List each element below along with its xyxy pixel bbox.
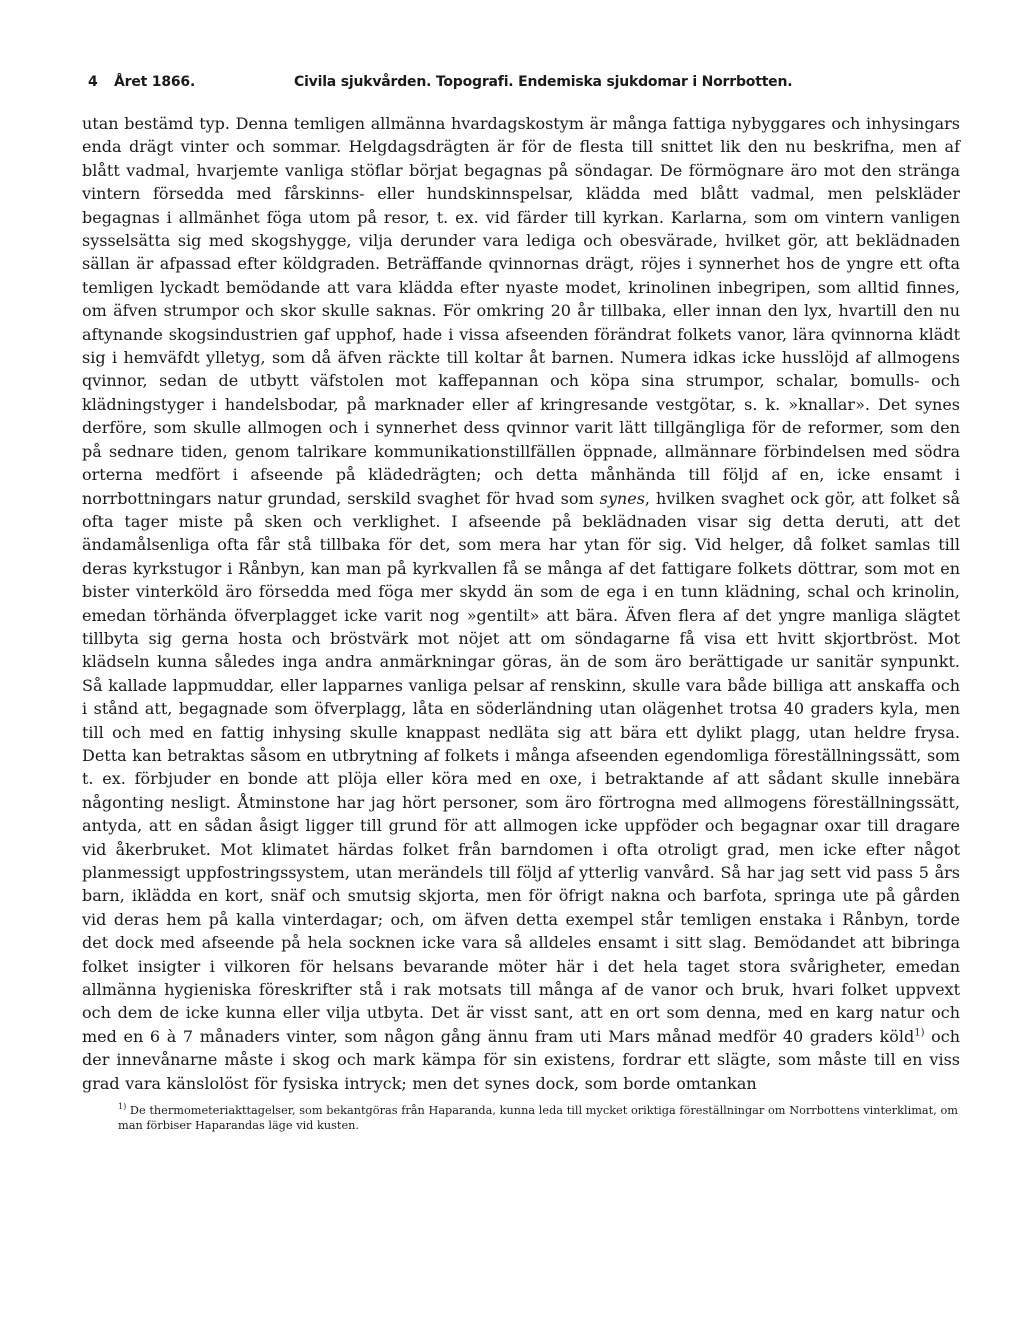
- footnote-mark: 1): [118, 1102, 127, 1112]
- footnote-text: De thermometeriakttagelser, som bekantgöras från Haparanda, kunna leda till mycket oriktiga föreställningar om Norrbottens vinterklimat, om man förbiser Haparandas läge vid kusten.: [118, 1104, 958, 1133]
- footnote-reference[interactable]: 1): [914, 1027, 925, 1039]
- header-subjects: Civila sjukvården. Topografi. Endemiska sjukdomar i Norrbotten.: [294, 74, 793, 90]
- header-year: Året 1866.: [114, 74, 196, 90]
- body-text-part-2: , hvilken svaghet ock gör, att folket så ofta tager miste på sken och verklighet. I afseende på beklädnaden visar sig detta deruti, att det ändamålsenliga ofta får stå tillbaka för det, som mera har ytan för sig. Vid helger, då folket samlas till deras kyrkstugor i Rånbyn, kan man på kyrkvallen få se många af det fattigare folkets döttrar, som mot en bister vinterköld äro försedda med föga mer skydd än som de ega i en tunn klädning, schal och krinolin, emedan törhända öfverplagget icke varit nog »gentilt» att bära. Äfven flera af det yngre manliga slägtet tillbyta sig gerna hosta och bröstvärk mot nöjet att om söndagarne få visa ett hvitt skjortbröst. Mot klädseln kunna således inga andra anmärkningar göras, än de som äro berättigade ur sanitär synpunkt. Så kallade lappmuddar, eller lapparnes vanliga pelsar af renskinn, skulle vara både billiga att anskaffa och i stånd att, begagnade som öfverplagg, låta en söderländning utan olägenhet trotsa 40 graders kyla, men till och med en fattig inhysing skulle knappast nedläta sig att bära ett dylikt plagg, utan heldre frysa. Detta kan betraktas såsom en utbrytning af folkets i många afseenden egendomliga föreställningssätt, som t. ex. förbjuder en bonde att plöja eller köra med en oxe, i betraktande af att sådant skulle innebära någonting nesligt. Åtminstone har jag hört personer, som äro förtrogna med allmogens föreställningssätt, antyda, att en sådan åsigt ligger till grund för att allmogen icke uppföder och begagnar oxar till dragare vid åkerbruket. Mot klimatet härdas folket från barndomen i ofta otroligt grad, men icke efter något planmessigt uppfostringssystem, utan merändels till följd af ytterlig vanvård. Så har jag sett vid pass 5 års barn, iklädda en kort, snäf och smutsig skjorta, men för öfrigt nakna och barfota, springa ute på gården vid deras hem på kalla vinterdagar; och, om äfven detta exempel står temligen enstaka i Rånbyn, torde det dock med afseende på hela socknen icke vara så alldeles ensamt i sitt slag. Bemödandet att bibringa folket insigter i vilkoren för helsans bevarande möter här i det hela taget stora svårigheter, emedan allmänna hygieniska föreskrifter stå i rak motsats till många af de vanor och bruk, hvari folket uppvext och dem de icke kunna eller vilja utbyta. Det är visst sant, att en ort som denna, med en karg natur och med en 6 à 7 månaders vinter, som någon gång ännu fram uti Mars månad medför 40 graders köld: [82, 488, 960, 1046]
- body-text-part-3: och der innevånarne måste i skog och mark kämpa för sin existens, fordrar ett slägte, som måste till en viss grad vara känslolöst för fysiska intryck; men det synes dock, som borde omtankan: [82, 1026, 961, 1093]
- footnote: [82, 1103, 960, 1133]
- page-number: 4: [88, 74, 98, 90]
- emphasis-synes: synes: [599, 488, 645, 508]
- body-text-part-1: utan bestämd typ. Denna temligen allmänna hvardagskostym är många fattiga nybyggares och inhysingars enda drägt vinter och sommar. Helgdagsdrägten är för de flesta till snittet lik den nu beskrifna, men af blått vadmal, hvarjemte vanliga stöflar börjat begagnas på söndagar. De förmögnare äro mot den stränga vintern försedda med fårskinns- eller hundskinnspelsar, klädda med blått vadmal, men pelskläder begagnas i allmänhet föga utom på resor, t. ex. vid färder till kyrkan. Karlarna, som om vintern vanligen sysselsätta sig med skogshygge, vilja derunder vara lediga och obesvärade, hvilket gör, att beklädnaden sällan är afpassad efter köldgraden. Beträffande qvinnornas drägt, röjes i synnerhet hos de yngre ett ofta temligen lyckadt bemödande att vara klädda efter nyaste modet, krinolinen inbegripen, som alltid finnes, om äfven strumpor och skor skulle saknas. För omkring 20 år tillbaka, eller innan den lyx, hvartill den nu aftynande skogsindustrien gaf upphof, hade i vissa afseenden förändrat folkets vanor, lära qvinnorna klädt sig i hemväfdt ylletyg, som då äfven räckte till koltar åt barnen. Numera idkas icke husslöjd af allmogens qvinnor, sedan de utbytt väfstolen mot kaffepannan och köpa sina strumpor, schalar, bomulls- och klädningstyger i handelsbodar, på marknader eller af kringresande vestgötar, s. k. »knallar». Det synes derföre, som skulle allmogen och i synnerhet dess qvinnor varit lätt tillgängliga för de reformer, som den på sednare tiden, genom talrikare kommunikationstillfällen öppnade, allmännare förbindelsen med södra orterna medfört i afseende på klädedrägten; och detta månhända till följd af en, icke ensamt i norrbottningars natur grundad, serskild svaghet för hvad som: [82, 114, 960, 508]
- running-header: [82, 60, 960, 92]
- document-page: [82, 60, 960, 1133]
- body-paragraph: [82, 112, 960, 1095]
